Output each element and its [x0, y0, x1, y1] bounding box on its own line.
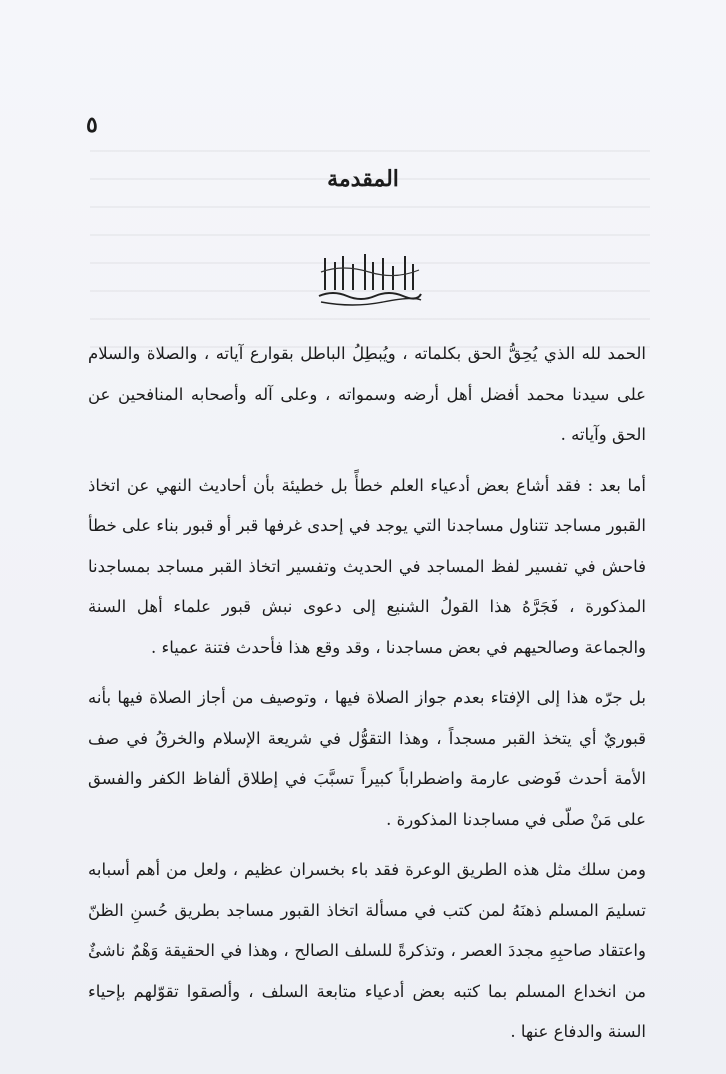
basmala-calligraphy — [313, 250, 425, 312]
page-number: ٥ — [86, 112, 98, 138]
intro-body — [88, 334, 646, 1063]
page-title: المقدمة — [327, 166, 399, 192]
paragraph-3: بل جرّه هذا إلى الإفتاء بعدم جواز الصلاة فيها ، وتوصيف من أجاز الصلاة فيها بأنه قبوريٌ أي يتخذ القبر مسجداً ، وهذا التقوُّل في شريعة الإسلام والخرقُ في صف الأمة أحدث فَوضى عارمة واضطراباً كبيراً تسبَّبَ في إطلاق ألفاظ الكفر والفسق على مَنْ صلّى في مساجدنا المذكورة . — [88, 688, 646, 829]
paragraph-1: الحمد لله الذي يُحِقُّ الحق بكلماته ، ويُبطِلُ الباطل بقوارع آياته ، والصلاة والسلام على سيدنا محمد أفضل أهل أرضه وسمواته ، وعلى آله وأصحابه المنافحين عن الحق وآياته . — [88, 344, 646, 444]
basmala-ornament-icon — [313, 250, 425, 312]
paragraph-2: أما بعد : فقد أشاع بعض أدعياء العلم خطأً بل خطيئة بأن أحاديث النهي عن اتخاذ القبور مساجد تتناول مساجدنا التي يوجد في إحدى غرفها قبر أو قبور بناء على خطأ فاحش في تفسير لفظ المساجد في الحديث وتفسير اتخاذ القبر مساجد بمساجدنا المذكورة ، فَجَرَّهُ هذا القولُ الشنيع إلى دعوى نبش قبور علماء أهل السنة والجماعة وصالحيهم في بعض مساجدنا ، وقد وقع هذا فأحدث فتنة عمياء . — [88, 475, 646, 657]
paragraph-4: ومن سلك مثل هذه الطريق الوعرة فقد باء بخسران عظيم ، ولعل من أهم أسبابه تسليمَ المسلم ذهنَهُ لمن كتب في مسألة اتخاذ القبور مساجد بطريق حُسنِ الظنّ واعتقاد صاحبِهِ مجددَ العصر ، وتذكرةً للسلف الصالح ، وهذا في الحقيقة وَهْمٌ ناشئٌ من انخداع المسلم بما كتبه بعض أدعياء متابعة السلف ، وألصقوا تقوّلهم بإحياء السنة والدفاع عنها . — [88, 860, 646, 1041]
